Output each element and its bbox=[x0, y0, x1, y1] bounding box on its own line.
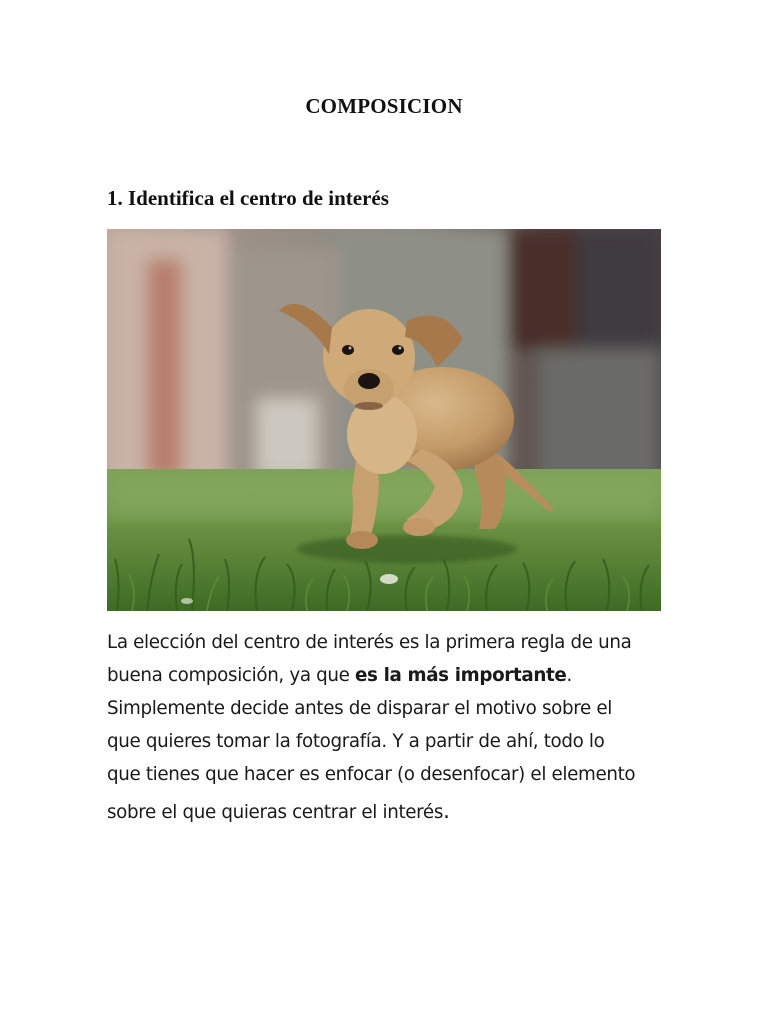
body-paragraph bbox=[107, 626, 667, 829]
paragraph-line bbox=[107, 659, 667, 692]
emphasis-text: es la más importante bbox=[354, 665, 567, 686]
section-heading: 1. Identifica el centro de interés bbox=[107, 186, 389, 210]
puppy-photo bbox=[107, 229, 661, 611]
paragraph-text: sobre el que quieras centrar el interés bbox=[107, 802, 443, 823]
paragraph-line: Simplemente decide antes de disparar el motivo sobre el bbox=[107, 698, 612, 719]
paragraph-line: que quieres tomar la fotografía. Y a partir de ahí, todo lo bbox=[107, 731, 605, 752]
document-title: COMPOSICION bbox=[305, 94, 463, 118]
paragraph-line: que tienes que hacer es enfocar (o desenfocar) el elemento bbox=[107, 764, 636, 785]
paragraph-text: . bbox=[566, 665, 572, 686]
paragraph-line bbox=[107, 795, 667, 829]
paragraph-text: buena composición, ya que bbox=[107, 665, 355, 686]
paragraph-line: La elección del centro de interés es la primera regla de una bbox=[107, 632, 632, 653]
paragraph-text: . bbox=[443, 799, 450, 824]
